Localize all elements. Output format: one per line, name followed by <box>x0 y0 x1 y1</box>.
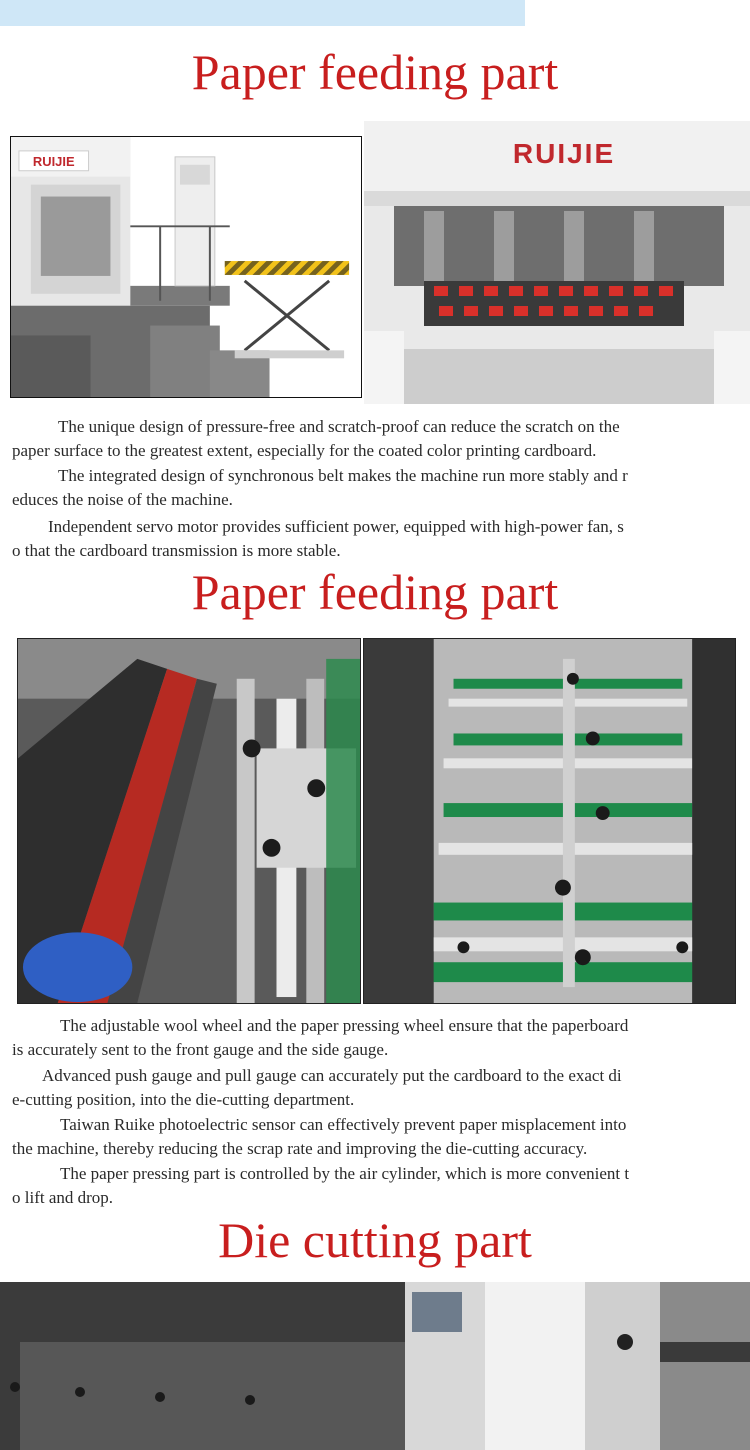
section2-line-7: The paper pressing part is controlled by the air cylinder, which is more convenient t <box>60 1164 630 1183</box>
section-heading-die-cutting: Die cutting part <box>218 1212 532 1268</box>
ruijie-logo-left: RUIJIE <box>32 153 75 169</box>
section1-line-4: educes the noise of the machine. <box>12 490 233 509</box>
wool-wheel-rollers-photo <box>17 638 361 1004</box>
section2-line-1: The adjustable wool wheel and the paper pressing wheel ensure that the paperboard <box>60 1016 629 1035</box>
section2-line-2: is accurately sent to the front gauge and the side gauge. <box>12 1040 389 1059</box>
machine-feeder-closeup-photo <box>364 121 750 404</box>
machine-overview-photo <box>10 136 362 398</box>
section2-line-3: Advanced push gauge and pull gauge can accurately put the cardboard to the exact di <box>42 1066 622 1085</box>
top-banner-strip <box>0 0 525 26</box>
section1-line-2: paper surface to the greatest extent, especially for the coated color printing cardboard. <box>12 441 597 460</box>
section1-line-1: The unique design of pressure-free and scratch-proof can reduce the scratch on the <box>58 417 620 436</box>
section2-line-5: Taiwan Ruike photoelectric sensor can effectively prevent paper misplacement into <box>60 1115 627 1134</box>
section-heading-paper-feeding-2: Paper feeding part <box>191 564 559 620</box>
feeding-belts-gauge-photo <box>363 638 736 1004</box>
ruijie-logo-right: RUIJIE <box>512 138 616 169</box>
section1-line-5: Independent servo motor provides sufficient power, equipped with high-power fan, s <box>48 517 624 536</box>
die-cutting-unit-photo <box>0 1282 750 1450</box>
section1-line-3: The integrated design of synchronous belt makes the machine run more stably and r <box>58 466 628 485</box>
section2-line-8: o lift and drop. <box>12 1188 114 1207</box>
section1-line-6: o that the cardboard transmission is more stable. <box>12 541 341 560</box>
section-heading-paper-feeding-1: Paper feeding part <box>191 44 559 100</box>
section2-line-6: the machine, thereby reducing the scrap rate and improving the die-cutting accuracy. <box>12 1139 588 1158</box>
section2-line-4: e-cutting position, into the die-cutting department. <box>12 1090 355 1109</box>
